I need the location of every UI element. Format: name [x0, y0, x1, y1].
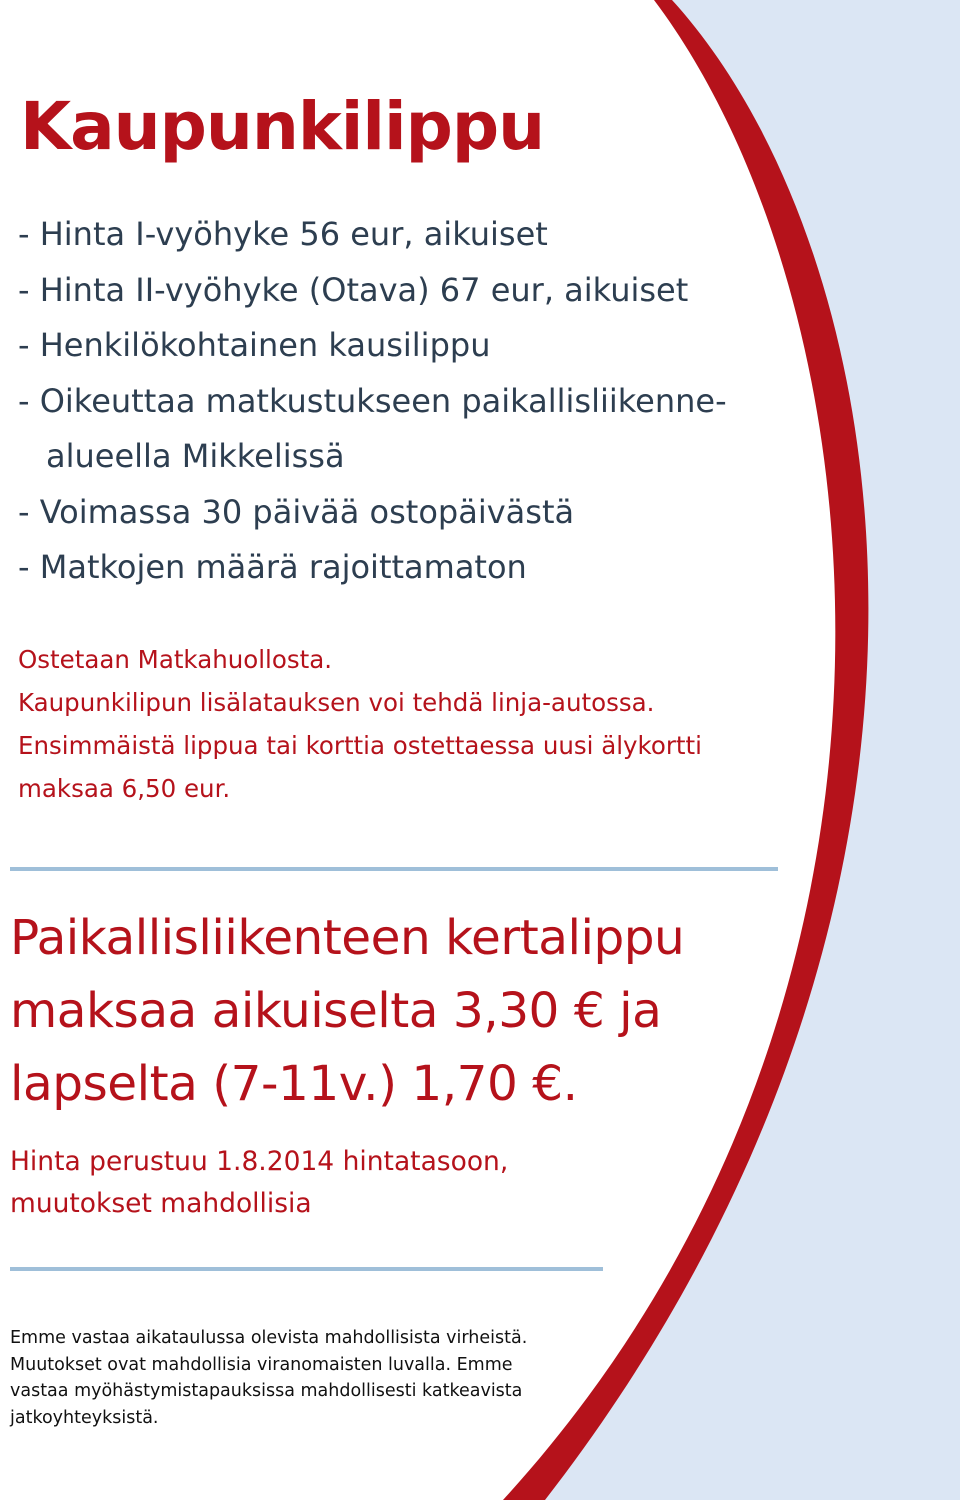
section-divider [10, 1267, 603, 1271]
single-fare-line: Paikallisliikenteen kertalippu [10, 910, 685, 966]
purchase-info [18, 638, 702, 810]
price-basis-note [10, 1141, 508, 1225]
ticket-features-list [18, 207, 727, 596]
disclaimer-line: Muutokset ovat mahdollisia viranomaisten luvalla. Emme [10, 1354, 513, 1375]
list-item: - Hinta I-vyöhyke 56 eur, aikuiset [18, 215, 548, 253]
purchase-info-line: Ensimmäistä lippua tai korttia ostettaessa uusi älykortti [18, 731, 702, 760]
list-item: - Voimassa 30 päivää ostopäivästä [18, 492, 575, 531]
single-fare-line: lapselta (7-11v.) 1,70 €. [10, 1056, 578, 1112]
list-item: - Matkojen määrä rajoittamaton [18, 548, 527, 586]
single-fare-line: maksaa aikuiselta 3,30 € ja [10, 983, 662, 1039]
disclaimer-line: jatkoyhteyksistä. [10, 1407, 159, 1428]
purchase-info-line: Kaupunkilipun lisälatauksen voi tehdä linja-autossa. [18, 688, 655, 717]
disclaimer-line: vastaa myöhästymistapauksissa mahdollisesti katkeavista [10, 1381, 523, 1401]
purchase-info-line: Ostetaan Matkahuollosta. [18, 645, 333, 674]
purchase-info-line: maksaa 6,50 eur. [18, 774, 231, 803]
page-title: Kaupunkilippu [20, 88, 545, 165]
disclaimer-line: Emme vastaa aikataulussa olevista mahdollisista virheistä. [10, 1328, 528, 1348]
list-item: - Hinta II-vyöhyke (Otava) 67 eur, aikuiset [18, 270, 689, 309]
price-basis-line: Hinta perustuu 1.8.2014 hintatasoon, [10, 1146, 509, 1177]
disclaimer [10, 1325, 527, 1431]
list-item: - Oikeuttaa matkustukseen paikallisliikenne- [18, 381, 727, 420]
price-basis-line: muutokset mahdollisia [10, 1188, 312, 1219]
list-item: - Henkilökohtainen kausilippu [18, 326, 491, 364]
section-divider [10, 867, 778, 871]
list-item-continuation: alueella Mikkelissä [46, 437, 345, 475]
single-fare-info [10, 902, 684, 1121]
